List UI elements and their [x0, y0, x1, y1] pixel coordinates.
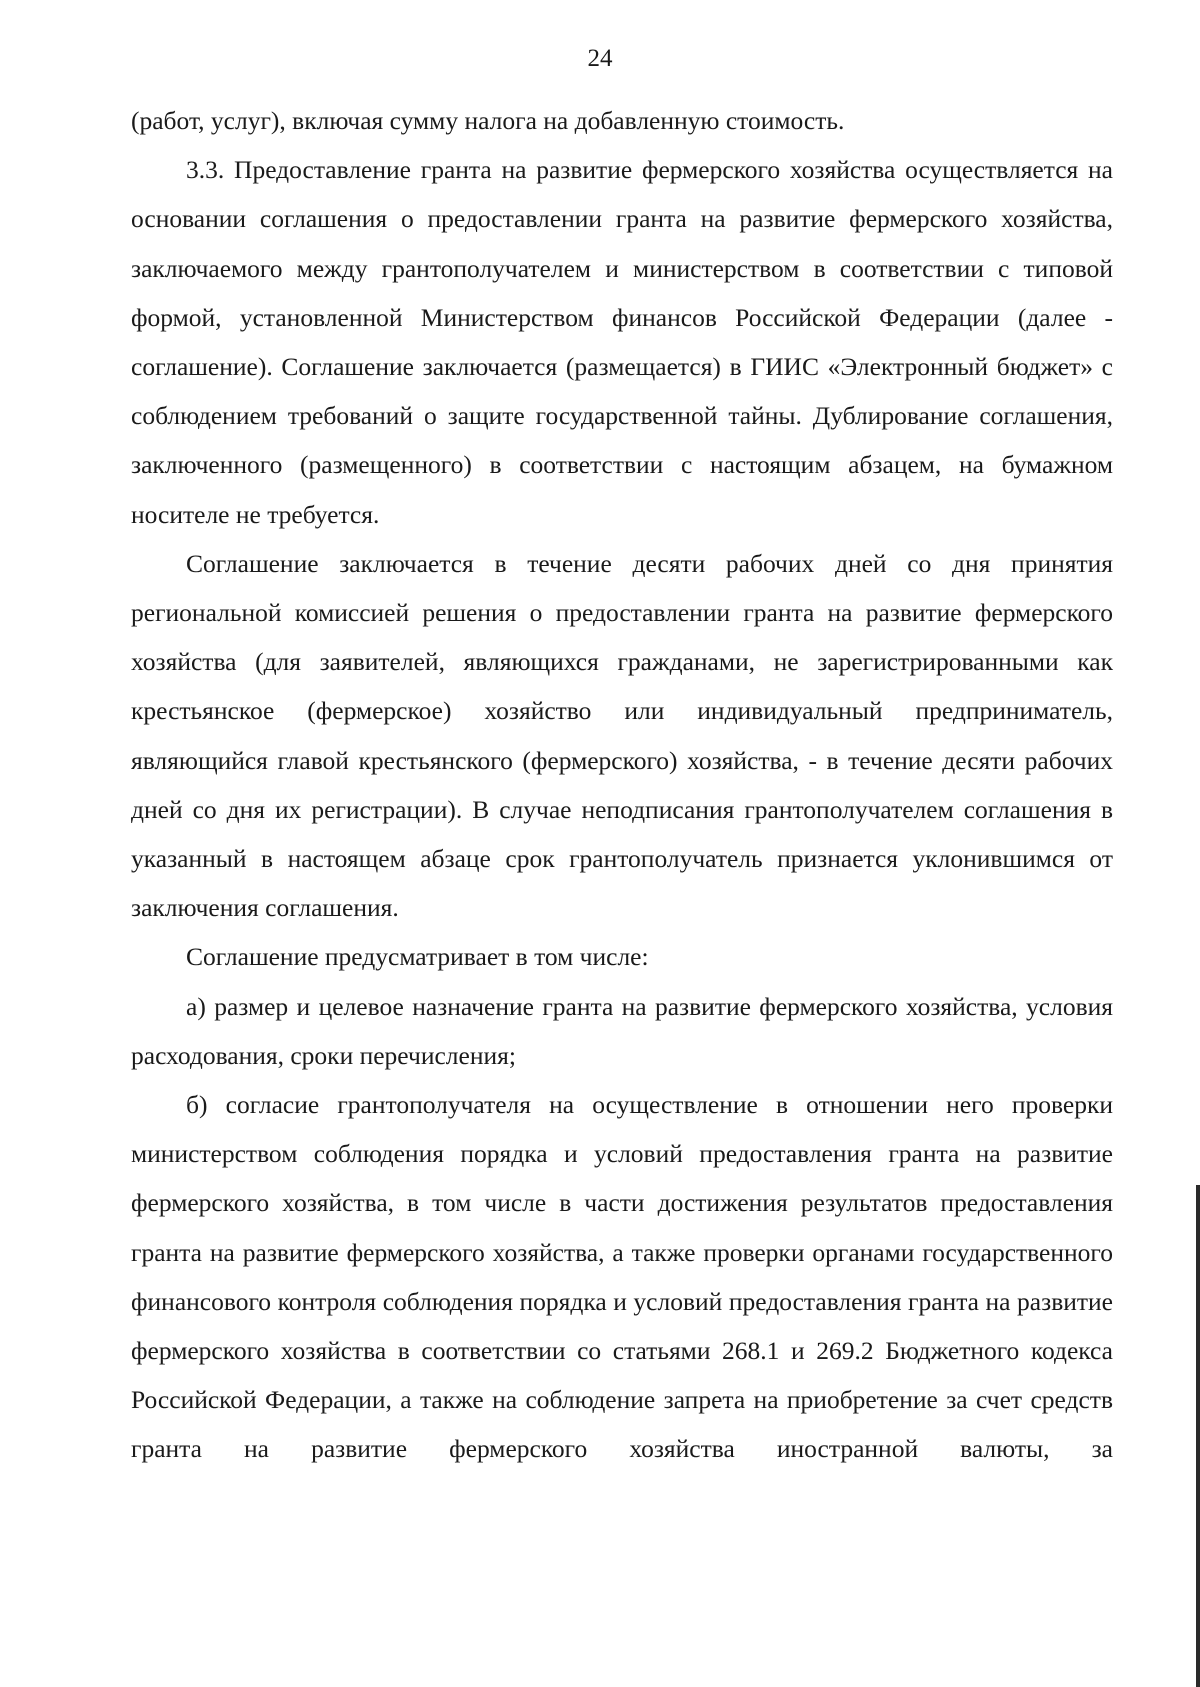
scan-edge-border	[1196, 1185, 1200, 1687]
list-item-a: а) размер и целевое назначение гранта на развитие фермерского хозяйства, условия расходования, сроки перечисления;	[131, 991, 1113, 1070]
paragraph-continuation: (работ, услуг), включая сумму налога на добавленную стоимость.	[131, 106, 845, 135]
list-item-b: б) согласие грантополучателя на осуществление в отношении него проверки министерством соблюдения порядка и условий предоставления гранта на развитие фермерского хозяйства, в том числе в части достижения результатов предоставления гранта на развитие фермерского хозяйства, а также проверки органами государственного финансового контроля соблюдения порядка и условий предоставления гранта на развитие фермерского хозяйства в соответствии со статьями 268.1 и 269.2 Бюджетного кодекса Российской Федерации, а также на соблюдение запрета на приобретение за счет средств гранта на развитие фермерского хозяйства иностранной валюты, за	[131, 1090, 1113, 1464]
document-body	[131, 96, 1113, 1474]
paragraph-agreement-provides: Соглашение предусматривает в том числе:	[186, 942, 649, 972]
page-number: 24	[587, 45, 613, 72]
paragraph-3-3: 3.3. Предоставление гранта на развитие фермерского хозяйства осуществляется на основании соглашения о предоставлении гранта на развитие фермерского хозяйства, заключаемого между грантополучателем и министерством в соответствии с типовой формой, установленной Министерством финансов Российской Федерации (далее - соглашение). Соглашение заключается (размещается) в ГИИС «Электронный бюджет» с соблюдением требований о защите государственной тайны. Дублирование соглашения, заключенного (размещенного) в соответствии с настоящим абзацем, на бумажном носителе не требуется.	[131, 155, 1113, 529]
paragraph-agreement-term: Соглашение заключается в течение десяти рабочих дней со дня принятия региональной комиссией решения о предоставлении гранта на развитие фермерского хозяйства (для заявителей, являющихся гражданами, не зарегистрированными как крестьянское (фермерское) хозяйство или индивидуальный предприниматель, являющийся главой крестьянского (фермерского) хозяйства, - в течение десяти рабочих дней со дня их регистрации). В случае неподписания грантополучателем соглашения в указанный в настоящем абзаце срок грантополучатель признается уклонившимся от заключения соглашения.	[131, 548, 1113, 923]
